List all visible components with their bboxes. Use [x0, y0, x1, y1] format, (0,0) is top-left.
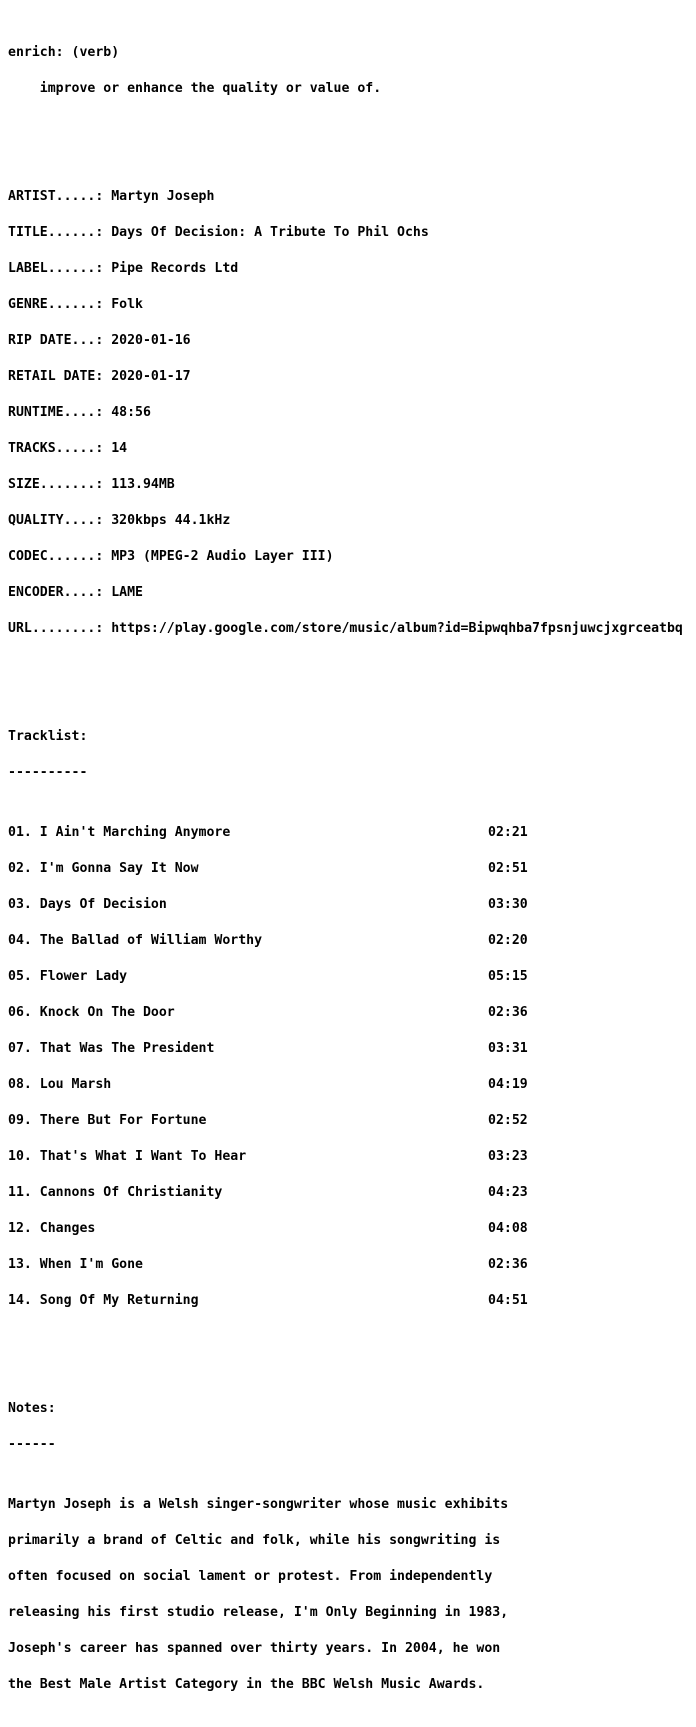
info-label: TITLE......: — [8, 225, 112, 240]
info-value: 48:56 — [111, 405, 151, 420]
tracklist-underline: ---------- — [8, 765, 88, 780]
notes-heading: Notes: — [8, 1401, 56, 1416]
track-duration: 04:23 — [488, 1185, 528, 1200]
track-title: 05. Flower Lady — [8, 969, 128, 984]
info-label: QUALITY....: — [8, 513, 112, 528]
info-size — [8, 479, 683, 491]
track-title: 04. The Ballad of William Worthy — [8, 933, 263, 948]
info-label: TRACKS.....: — [8, 441, 112, 456]
info-quality — [8, 515, 683, 527]
track-duration: 04:19 — [488, 1077, 528, 1092]
tracklist — [8, 803, 683, 1331]
notes-body — [8, 1475, 683, 1715]
info-value: Pipe Records Ltd — [111, 261, 239, 276]
track-title: 02. I'm Gonna Say It Now — [8, 861, 199, 876]
track-row — [8, 1259, 683, 1271]
info-value: 320kbps 44.1kHz — [111, 513, 231, 528]
track-row — [8, 899, 683, 911]
info-label: ARTIST.....: — [8, 189, 112, 204]
info-value: LAME — [111, 585, 143, 600]
notes-line: Martyn Joseph is a Welsh singer-songwriter whose music exhibits — [8, 1497, 509, 1512]
info-value: 14 — [111, 441, 128, 456]
info-label: SIZE.......: — [8, 477, 112, 492]
info-url — [8, 623, 683, 635]
track-title: 03. Days Of Decision — [8, 897, 167, 912]
notes-line: releasing his first studio release, I'm Only Beginning in 1983, — [8, 1605, 509, 1620]
definition-headword: enrich: (verb) — [8, 45, 120, 60]
track-title: 13. When I'm Gone — [8, 1257, 143, 1272]
track-title: 01. I Ain't Marching Anymore — [8, 825, 231, 840]
info-value: Folk — [111, 297, 143, 312]
track-title: 14. Song Of My Returning — [8, 1293, 199, 1308]
info-value: 2020-01-17 — [111, 369, 191, 384]
track-row — [8, 1295, 683, 1307]
info-rip-date — [8, 335, 683, 347]
track-title: 07. That Was The President — [8, 1041, 215, 1056]
track-row — [8, 827, 683, 839]
track-title: 09. There But For Fortune — [8, 1113, 207, 1128]
track-duration: 02:52 — [488, 1113, 528, 1128]
info-label: RETAIL DATE: — [8, 369, 112, 384]
info-label-name — [8, 263, 683, 275]
blank-line — [8, 683, 683, 695]
track-duration: 03:31 — [488, 1041, 528, 1056]
definition-meaning: improve or enhance the quality or value of. — [8, 81, 382, 96]
track-row — [8, 971, 683, 983]
info-value: 2020-01-16 — [111, 333, 191, 348]
track-title: 11. Cannons Of Christianity — [8, 1185, 223, 1200]
notes-line: the Best Male Artist Category in the BBC Welsh Music Awards. — [8, 1677, 485, 1692]
notes-line: Joseph's career has spanned over thirty years. In 2004, he won — [8, 1641, 501, 1656]
tracklist-heading: Tracklist: — [8, 729, 88, 744]
info-value: MP3 (MPEG-2 Audio Layer III) — [111, 549, 334, 564]
track-row — [8, 935, 683, 947]
track-duration: 02:21 — [488, 825, 528, 840]
track-duration: 03:30 — [488, 897, 528, 912]
track-row — [8, 1043, 683, 1055]
nfo-document — [8, 23, 683, 1727]
info-codec — [8, 551, 683, 563]
info-label: GENRE......: — [8, 297, 112, 312]
track-duration: 04:08 — [488, 1221, 528, 1236]
track-duration: 03:23 — [488, 1149, 528, 1164]
track-title: 12. Changes — [8, 1221, 96, 1236]
track-row — [8, 1115, 683, 1127]
track-duration: 02:20 — [488, 933, 528, 948]
track-title: 10. That's What I Want To Hear — [8, 1149, 247, 1164]
track-row — [8, 1151, 683, 1163]
track-duration: 02:36 — [488, 1005, 528, 1020]
notes-line: primarily a brand of Celtic and folk, while his songwriting is — [8, 1533, 501, 1548]
track-duration: 02:51 — [488, 861, 528, 876]
info-value: 113.94MB — [111, 477, 175, 492]
info-label: RIP DATE...: — [8, 333, 112, 348]
info-label: LABEL......: — [8, 261, 112, 276]
track-duration: 02:36 — [488, 1257, 528, 1272]
release-info — [8, 167, 683, 659]
notes-underline: ------ — [8, 1437, 56, 1452]
info-genre — [8, 299, 683, 311]
info-encoder — [8, 587, 683, 599]
info-label: ENCODER....: — [8, 585, 112, 600]
info-tracks — [8, 443, 683, 455]
track-row — [8, 863, 683, 875]
track-duration: 05:15 — [488, 969, 528, 984]
track-row — [8, 1223, 683, 1235]
info-runtime — [8, 407, 683, 419]
track-title: 08. Lou Marsh — [8, 1077, 112, 1092]
notes-line: often focused on social lament or protest. From independently — [8, 1569, 493, 1584]
info-value: Martyn Joseph — [111, 189, 215, 204]
info-retail-date — [8, 371, 683, 383]
info-artist — [8, 191, 683, 203]
track-row — [8, 1079, 683, 1091]
track-duration: 04:51 — [488, 1293, 528, 1308]
track-row — [8, 1187, 683, 1199]
info-label: CODEC......: — [8, 549, 112, 564]
track-title: 06. Knock On The Door — [8, 1005, 175, 1020]
track-row — [8, 1007, 683, 1019]
info-value: Days Of Decision: A Tribute To Phil Ochs — [111, 225, 429, 240]
blank-line — [8, 119, 683, 131]
info-label: URL........: — [8, 621, 112, 636]
info-url-value: https://play.google.com/store/music/album?id=Bipwqhba7fpsnjuwcjxgrceatbq — [111, 621, 683, 636]
info-label: RUNTIME....: — [8, 405, 112, 420]
blank-line — [8, 1355, 683, 1367]
info-title — [8, 227, 683, 239]
